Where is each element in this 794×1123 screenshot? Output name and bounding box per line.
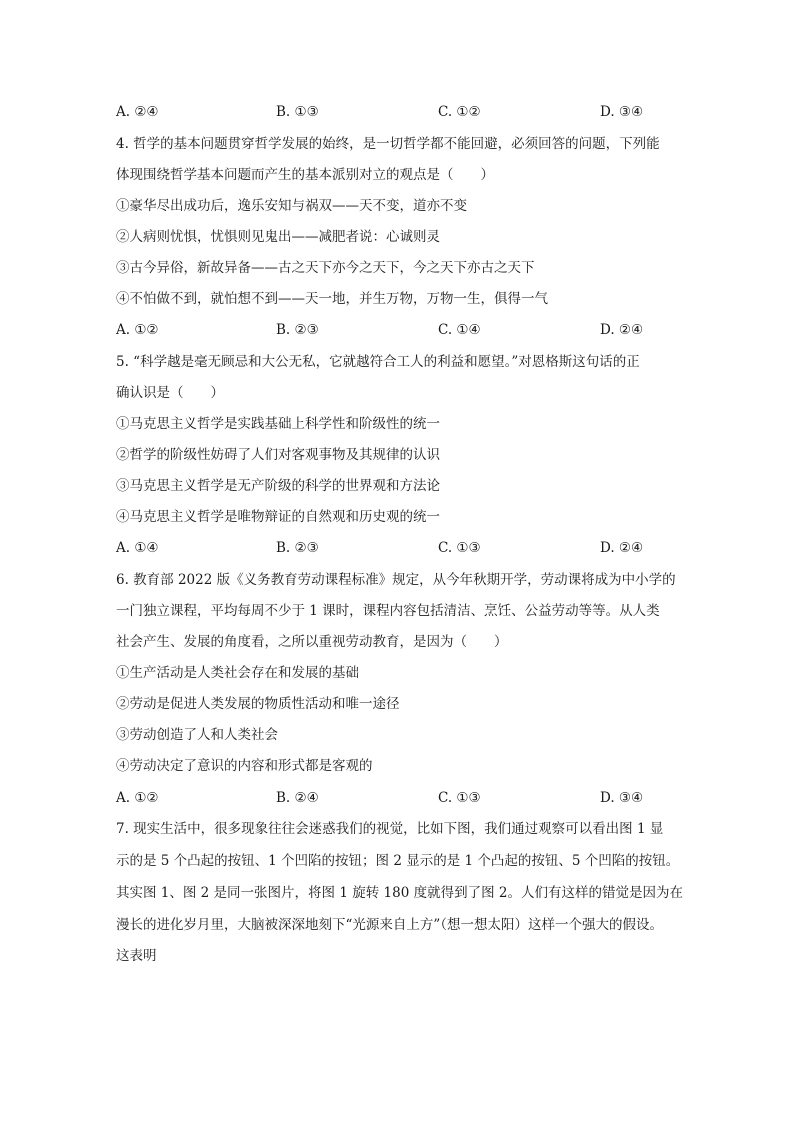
q4-options [116,320,696,340]
option-a: A. ①② [116,790,159,806]
q6-stem-line2: 一门独立课程，平均每周不少于 1 课时，课程内容包括清洁、烹饪、公益劳动等等。从人类 [116,603,660,619]
option-a: A. ①② [116,322,159,338]
q6-item-2: ②劳动是促进人类发展的物质性活动和唯一途径 [116,696,400,712]
q5-options [116,538,696,558]
q6-item-4: ④劳动决定了意识的内容和形式都是客观的 [116,758,373,774]
q7-stem-line2: 示的是 5 个凸起的按钮、1 个凹陷的按钮；图 2 显示的是 1 个凸起的按钮、5 个凹陷的按钮。 [116,853,680,869]
option-c: C. ①② [438,104,481,120]
option-a: A. ②④ [116,104,159,120]
option-b: B. ②③ [276,540,319,556]
q6-stem-line3: 社会产生、发展的角度看，之所以重视劳动教育，是因为（ ） [116,634,508,650]
option-b: B. ②③ [276,322,319,338]
q7-stem-line4: 漫长的进化岁月里，大脑被深深地刻下“光源来自上方”（想一想太阳）这样一个强大的假设。 [116,917,664,933]
option-a: A. ①④ [116,540,159,556]
q5-item-2: ②哲学的阶级性妨碍了人们对客观事物及其规律的认识 [116,447,440,463]
option-b: B. ①③ [276,104,319,120]
q6-options [116,788,696,808]
q4-item-2: ②人病则忧惧，忧惧则见鬼出——减肥者说：心诚则灵 [116,229,440,245]
q4-item-3: ③古今异俗，新故异备——古之天下亦今之天下，今之天下亦古之天下 [116,260,535,276]
option-d: D. ②④ [600,540,644,556]
q7-stem-line3: 其实图 1、图 2 是同一张图片，将图 1 旋转 180 度就得到了图 2。人们有这样的错觉是因为在 [116,885,683,901]
q7-stem-line5: 这表明 [116,948,157,964]
q4-stem-line2: 体现围绕哲学基本问题而产生的基本派别对立的观点是（ ） [116,167,494,183]
q7-stem-line1: 7. 现实生活中，很多现象往往会迷惑我们的视觉，比如下图，我们通过观察可以看出图 1 显 [116,821,664,837]
q5-item-3: ③马克思主义哲学是无产阶级的科学的世界观和方法论 [116,478,440,494]
q5-stem-line1: 5. “科学越是毫无顾忌和大公无私，它就越符合工人的利益和愿望。”对恩格斯这句话的正 [116,354,640,370]
option-c: C. ①④ [438,322,481,338]
q5-stem-line2: 确认识是（ ） [116,385,224,401]
option-d: D. ②④ [600,322,644,338]
q4-item-4: ④不怕做不到，就怕想不到——天一地，并生万物，万物一生，俱得一气 [116,291,548,307]
option-d: D. ③④ [600,790,644,806]
option-d: D. ③④ [600,104,644,120]
q6-item-1: ①生产活动是人类社会存在和发展的基础 [116,665,359,681]
q4-stem-line1: 4. 哲学的基本问题贯穿哲学发展的始终，是一切哲学都不能回避，必须回答的问题，下列能 [116,136,660,152]
option-c: C. ①③ [438,540,481,556]
option-c: C. ①③ [438,790,481,806]
q6-item-3: ③劳动创造了人和人类社会 [116,727,278,743]
q5-item-1: ①马克思主义哲学是实践基础上科学性和阶级性的统一 [116,416,440,432]
option-b: B. ②④ [276,790,319,806]
q6-stem-line1: 6. 教育部 2022 版《义务教育劳动课程标准》规定，从今年秋期开学，劳动课将成为中小学的 [116,572,676,588]
q5-item-4: ④马克思主义哲学是唯物辩证的自然观和历史观的统一 [116,509,440,525]
q3-options [116,102,696,122]
q4-item-1: ①豪华尽出成功后，逸乐安知与祸双——天不变，道亦不变 [116,198,467,214]
